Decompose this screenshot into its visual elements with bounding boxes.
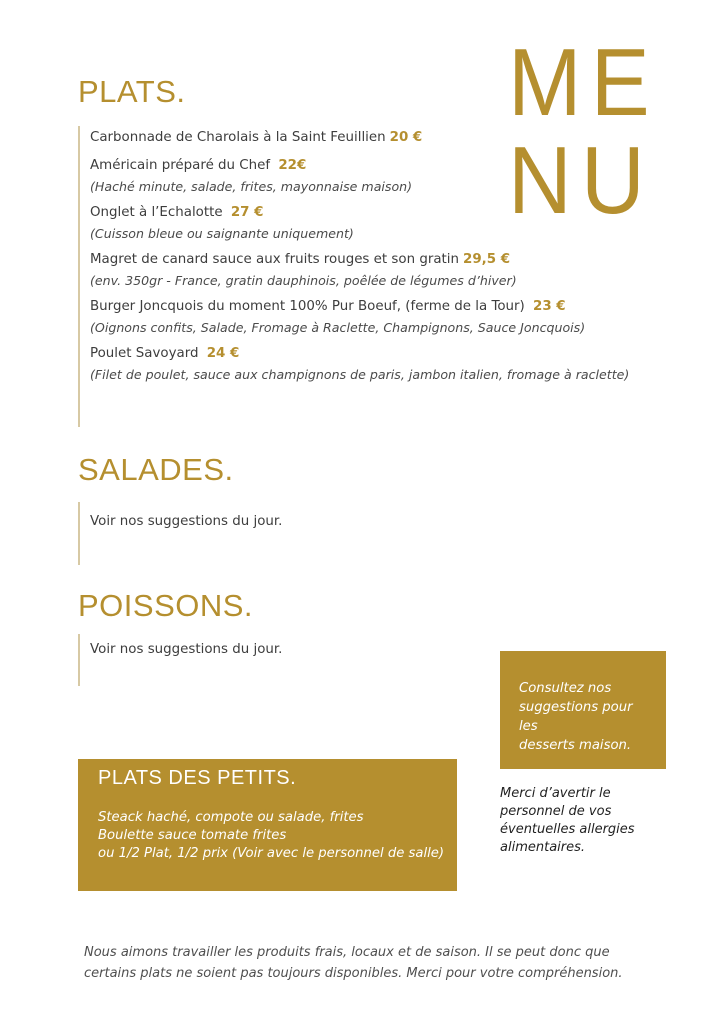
dish-note: (env. 350gr - France, gratin dauphinois, poêlée de légumes d’hiver) <box>90 273 517 288</box>
plats-heading: PLATS. <box>78 74 186 109</box>
dish-name: Carbonnade de Charolais à la Saint Feuillien <box>90 130 386 145</box>
list-item <box>90 127 690 149</box>
petits-line: ou 1/2 Plat, 1/2 prix (Voir avec le personnel de salle) <box>98 846 445 861</box>
salades-heading: SALADES. <box>78 452 234 487</box>
dish-name: Poulet Savoyard <box>90 346 203 361</box>
poissons-text: Voir nos suggestions du jour. <box>90 642 283 657</box>
petits-box <box>78 759 457 891</box>
allergy-line: alimentaires. <box>500 840 586 855</box>
desserts-line: Consultez nos <box>519 681 612 696</box>
dish-price: 23 € <box>533 299 566 314</box>
petits-heading: PLATS DES PETITS. <box>98 767 297 789</box>
allergy-line: éventuelles allergies <box>500 822 635 837</box>
petits-line: Steack haché, compote ou salade, frites <box>98 810 364 825</box>
plats-list <box>90 127 690 390</box>
list-item <box>90 155 690 196</box>
allergy-line: Merci d’avertir le <box>500 786 611 801</box>
dish-price: 29,5 € <box>463 252 511 267</box>
dish-price: 24 € <box>206 346 240 361</box>
footer-line: Nous aimons travailler les produits frais, locaux et de saison. Il se peut donc que <box>84 945 610 960</box>
list-item <box>90 202 690 243</box>
menu-title-line1: ME <box>508 29 659 136</box>
allergy-line: personnel de vos <box>500 804 612 819</box>
plats-divider <box>78 126 80 427</box>
salades-text: Voir nos suggestions du jour. <box>90 514 283 529</box>
desserts-box <box>500 651 666 769</box>
list-item <box>90 296 690 337</box>
allergy-note <box>500 785 660 857</box>
dish-note: (Cuisson bleue ou saignante uniquement) <box>90 226 354 241</box>
desserts-line: desserts maison. <box>519 738 632 753</box>
footer-line: certains plats ne soient pas toujours disponibles. Merci pour votre compréhension. <box>84 966 623 981</box>
dish-price: 27 € <box>230 205 264 220</box>
dish-price: 22€ <box>278 158 307 173</box>
poissons-heading: POISSONS. <box>78 588 254 623</box>
dish-note: (Filet de poulet, sauce aux champignons de paris, jambon italien, fromage à raclette) <box>90 367 630 382</box>
dish-price: 20 € <box>389 130 423 145</box>
menu-title-line2: NU <box>508 127 654 234</box>
footer-note <box>84 942 684 984</box>
salades-divider <box>78 502 80 565</box>
dish-name: Onglet à l’Echalotte <box>90 205 227 220</box>
list-item <box>90 343 690 384</box>
poissons-divider <box>78 634 80 686</box>
dish-name: Américain préparé du Chef <box>90 158 275 173</box>
petits-line: Boulette sauce tomate frites <box>98 828 287 843</box>
dish-note: (Haché minute, salade, frites, mayonnaise maison) <box>90 179 413 194</box>
desserts-line: suggestions pour les <box>519 700 633 734</box>
dish-name: Magret de canard sauce aux fruits rouges et son gratin <box>90 252 459 267</box>
dish-name: Burger Joncquois du moment 100% Pur Boeuf, (ferme de la Tour) <box>90 299 530 314</box>
dish-note: (Oignons confits, Salade, Fromage à Raclette, Champignons, Sauce Joncquois) <box>90 320 586 335</box>
list-item <box>90 249 690 290</box>
